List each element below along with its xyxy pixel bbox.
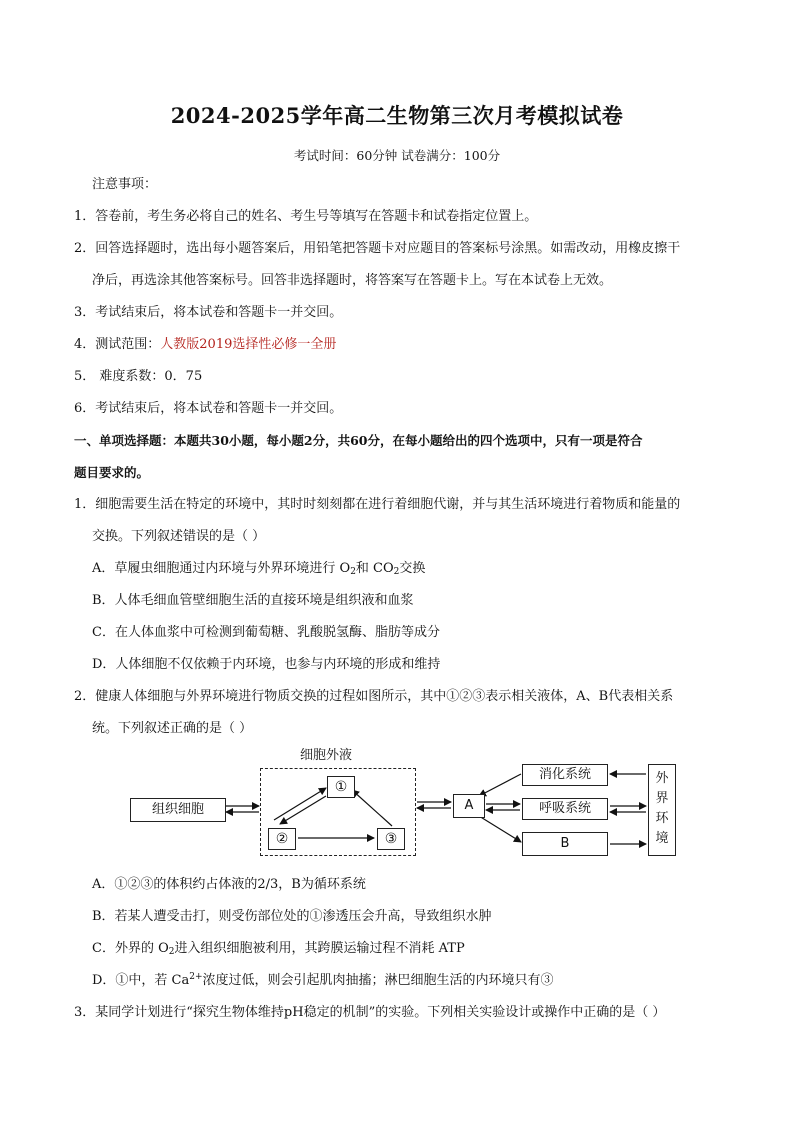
- note-item-3: 3．考试结束后，将本试卷和答题卡一并交回。: [74, 305, 343, 320]
- external-environment-box: [648, 764, 676, 856]
- note-item-6: 6．考试结束后，将本试卷和答题卡一并交回。: [74, 401, 343, 416]
- note-item-4: [74, 336, 336, 354]
- q2-option-d: [92, 972, 554, 990]
- arrow-digestive-to-a: [479, 774, 521, 796]
- section-heading: 一、单项选择题：本题共30小题，每小题2分，共60分，在每小题给出的四个选项中，只有一项是符合: [74, 433, 643, 448]
- q2-option-a: A．①②③的体积约占体液的2/3，B为循环系统: [92, 877, 366, 892]
- q2-d-sup: 2+: [189, 972, 203, 982]
- q1-option-a: [92, 560, 425, 578]
- exam-info: 考试时间：60分钟 试卷满分：100分: [293, 148, 501, 163]
- q2-option-c: [92, 940, 465, 958]
- external-char-3: 环: [655, 811, 669, 826]
- page-title: 2024-2025学年高二生物第三次月考模拟试卷: [170, 103, 624, 128]
- q2-d-post: 浓度过低，则会引起肌肉抽搐；淋巴细胞生活的内环境只有③: [202, 973, 554, 988]
- note-item-2-cont: 净后，再选涂其他答案标号。回答非选择题时，将答案写在答题卡上。写在本试卷上无效。: [92, 273, 613, 288]
- q2-c-text: C．外界的 O: [92, 941, 169, 956]
- q1-stem: 1．细胞需要生活在特定的环境中，其时时刻刻都在进行着细胞代谢，并与其生活环境进行着物质和能量的: [74, 497, 681, 512]
- external-char-1: 外: [655, 771, 669, 786]
- fluid-2-box: ②: [268, 828, 296, 850]
- q1-stem-cont: 交换。下列叙述错误的是（ ）: [92, 529, 266, 544]
- q2-d-text: D．①中，若 Ca: [92, 973, 190, 988]
- q1-a-sub1: 2: [350, 567, 356, 577]
- note-item-1: 1．答卷前，考生务必将自己的姓名、考生号等填写在答题卡和试卷指定位置上。: [74, 209, 538, 224]
- arrow-2-to-1: [274, 788, 326, 820]
- extracellular-fluid-label: 细胞外液: [300, 748, 353, 763]
- digestive-system-box: 消化系统: [522, 764, 608, 786]
- note-item-2: 2．回答选择题时，选出每小题答案后，用铅笔把答题卡对应题目的答案标号涂黑。如需改动，用橡皮擦干: [74, 241, 681, 256]
- q1-a-sub2: 2: [393, 567, 400, 577]
- q1-a-text: A．草履虫细胞通过内环境与外界环境进行 O: [92, 561, 351, 576]
- arrow-3-to-1: [352, 790, 392, 826]
- q3-stem: 3．某同学计划进行“探究生物体维持pH稳定的机制”的实验。下列相关实验设计或操作中正确的是（ ）: [74, 1005, 666, 1020]
- q1-a-post: 交换: [399, 561, 426, 576]
- q2-stem: 2．健康人体细胞与外界环境进行物质交换的过程如图所示，其中①②③表示相关液体，A、B代表相关系: [74, 689, 674, 704]
- q1-option-c: C．在人体血浆中可检测到葡萄糖、乳酸脱氢酶、脂肪等成分: [92, 625, 440, 640]
- test-scope: 人教版2019选择性必修一全册: [160, 337, 337, 352]
- q2-stem-cont: 统。下列叙述正确的是（ ）: [92, 721, 253, 736]
- q2-option-b: B．若某人遭受击打，则受伤部位处的①渗透压会升高，导致组织水肿: [92, 909, 492, 924]
- q2-c-post: 进入组织细胞被利用，其跨膜运输过程不消耗 ATP: [174, 941, 465, 956]
- q1-a-mid: 和 CO: [355, 561, 394, 576]
- notes-heading: 注意事项：: [92, 177, 158, 192]
- note-item-5: 5． 难度系数：0．75: [74, 369, 203, 384]
- q1-option-d: D．人体细胞不仅依赖于内环境，也参与内环境的形成和维持: [92, 657, 441, 672]
- system-b-box: B: [522, 832, 608, 856]
- q1-option-b: B．人体毛细血管壁细胞生活的直接环境是组织液和血浆: [92, 593, 414, 608]
- fluid-1-box: ①: [327, 776, 355, 798]
- section-heading-cont: 题目要求的。: [74, 465, 150, 480]
- arrow-a-to-b: [479, 816, 521, 842]
- system-a-box: A: [453, 794, 485, 818]
- note-item-4-label: 4．测试范围：: [74, 337, 161, 352]
- body-fluid-diagram: [120, 744, 690, 862]
- arrow-1-to-2: [280, 796, 326, 824]
- q2-c-sub: 2: [168, 947, 175, 957]
- fluid-3-box: ③: [377, 828, 405, 850]
- respiratory-system-box: 呼吸系统: [522, 798, 608, 820]
- tissue-cell-box: 组织细胞: [130, 798, 226, 822]
- external-char-2: 界: [655, 791, 669, 806]
- external-char-4: 境: [655, 831, 669, 846]
